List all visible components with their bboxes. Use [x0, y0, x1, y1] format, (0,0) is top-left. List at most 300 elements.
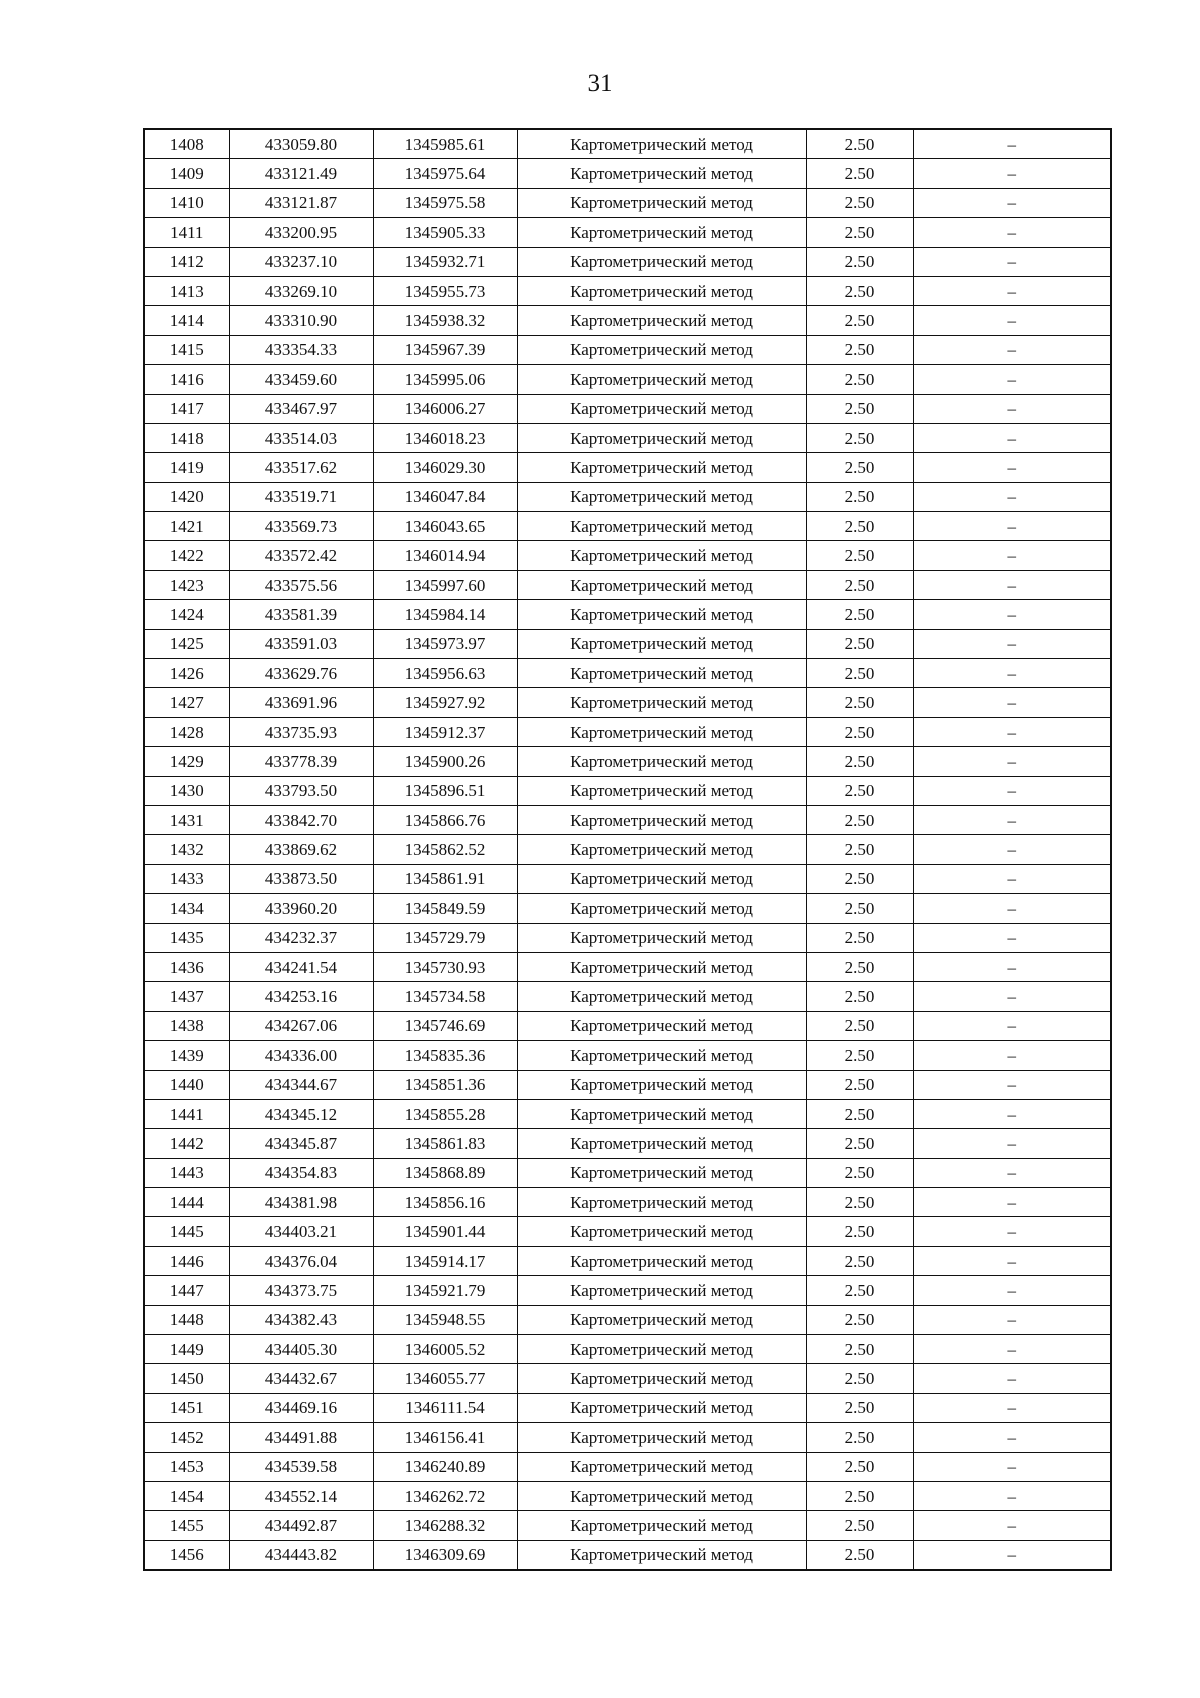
accuracy-cell: 2.50 — [806, 894, 913, 923]
table-row — [144, 1188, 1111, 1217]
note-cell: – — [913, 276, 1111, 305]
point-number-cell: 1443 — [144, 1158, 229, 1187]
method-cell: Картометрический метод — [517, 1393, 806, 1422]
method-cell: Картометрический метод — [517, 923, 806, 952]
table-row — [144, 600, 1111, 629]
point-number-cell: 1417 — [144, 394, 229, 423]
accuracy-cell: 2.50 — [806, 276, 913, 305]
method-cell: Картометрический метод — [517, 306, 806, 335]
y-coordinate-cell: 1345896.51 — [373, 776, 517, 805]
accuracy-cell: 2.50 — [806, 1188, 913, 1217]
point-number-cell: 1455 — [144, 1511, 229, 1540]
method-cell: Картометрический метод — [517, 512, 806, 541]
method-cell: Картометрический метод — [517, 1246, 806, 1275]
y-coordinate-cell: 1345985.61 — [373, 129, 517, 159]
accuracy-cell: 2.50 — [806, 688, 913, 717]
accuracy-cell: 2.50 — [806, 717, 913, 746]
y-coordinate-cell: 1345905.33 — [373, 218, 517, 247]
note-cell: – — [913, 159, 1111, 188]
accuracy-cell: 2.50 — [806, 1246, 913, 1275]
method-cell: Картометрический метод — [517, 335, 806, 364]
accuracy-cell: 2.50 — [806, 394, 913, 423]
table-row — [144, 1099, 1111, 1128]
x-coordinate-cell: 434552.14 — [229, 1481, 373, 1510]
y-coordinate-cell: 1346006.27 — [373, 394, 517, 423]
x-coordinate-cell: 433269.10 — [229, 276, 373, 305]
point-number-cell: 1410 — [144, 188, 229, 217]
accuracy-cell: 2.50 — [806, 747, 913, 776]
method-cell: Картометрический метод — [517, 894, 806, 923]
point-number-cell: 1426 — [144, 659, 229, 688]
method-cell: Картометрический метод — [517, 1129, 806, 1158]
point-number-cell: 1445 — [144, 1217, 229, 1246]
point-number-cell: 1431 — [144, 805, 229, 834]
x-coordinate-cell: 433519.71 — [229, 482, 373, 511]
note-cell: – — [913, 218, 1111, 247]
y-coordinate-cell: 1345956.63 — [373, 659, 517, 688]
y-coordinate-cell: 1345984.14 — [373, 600, 517, 629]
table-row — [144, 1364, 1111, 1393]
point-number-cell: 1422 — [144, 541, 229, 570]
accuracy-cell: 2.50 — [806, 1099, 913, 1128]
table-row — [144, 1041, 1111, 1070]
x-coordinate-cell: 434344.67 — [229, 1070, 373, 1099]
point-number-cell: 1408 — [144, 129, 229, 159]
accuracy-cell: 2.50 — [806, 1335, 913, 1364]
accuracy-cell: 2.50 — [806, 218, 913, 247]
y-coordinate-cell: 1345734.58 — [373, 982, 517, 1011]
point-number-cell: 1421 — [144, 512, 229, 541]
note-cell: – — [913, 629, 1111, 658]
table-row — [144, 541, 1111, 570]
point-number-cell: 1439 — [144, 1041, 229, 1070]
note-cell: – — [913, 1246, 1111, 1275]
note-cell: – — [913, 1217, 1111, 1246]
table-row — [144, 688, 1111, 717]
point-number-cell: 1456 — [144, 1540, 229, 1570]
y-coordinate-cell: 1346043.65 — [373, 512, 517, 541]
method-cell: Картометрический метод — [517, 688, 806, 717]
y-coordinate-cell: 1346111.54 — [373, 1393, 517, 1422]
accuracy-cell: 2.50 — [806, 1158, 913, 1187]
x-coordinate-cell: 433459.60 — [229, 365, 373, 394]
table-row — [144, 1335, 1111, 1364]
point-number-cell: 1442 — [144, 1129, 229, 1158]
table-row — [144, 1246, 1111, 1275]
method-cell: Картометрический метод — [517, 1511, 806, 1540]
point-number-cell: 1446 — [144, 1246, 229, 1275]
y-coordinate-cell: 1346240.89 — [373, 1452, 517, 1481]
note-cell: – — [913, 1188, 1111, 1217]
y-coordinate-cell: 1346014.94 — [373, 541, 517, 570]
note-cell: – — [913, 1158, 1111, 1187]
method-cell: Картометрический метод — [517, 276, 806, 305]
point-number-cell: 1430 — [144, 776, 229, 805]
x-coordinate-cell: 434345.87 — [229, 1129, 373, 1158]
x-coordinate-cell: 433572.42 — [229, 541, 373, 570]
y-coordinate-cell: 1345921.79 — [373, 1276, 517, 1305]
accuracy-cell: 2.50 — [806, 482, 913, 511]
accuracy-cell: 2.50 — [806, 776, 913, 805]
x-coordinate-cell: 434376.04 — [229, 1246, 373, 1275]
point-number-cell: 1454 — [144, 1481, 229, 1510]
note-cell: – — [913, 1452, 1111, 1481]
x-coordinate-cell: 434443.82 — [229, 1540, 373, 1570]
x-coordinate-cell: 433200.95 — [229, 218, 373, 247]
note-cell: – — [913, 1511, 1111, 1540]
method-cell: Картометрический метод — [517, 747, 806, 776]
accuracy-cell: 2.50 — [806, 659, 913, 688]
table-row — [144, 453, 1111, 482]
x-coordinate-cell: 434253.16 — [229, 982, 373, 1011]
y-coordinate-cell: 1346018.23 — [373, 423, 517, 452]
table-row — [144, 864, 1111, 893]
method-cell: Картометрический метод — [517, 952, 806, 981]
point-number-cell: 1415 — [144, 335, 229, 364]
y-coordinate-cell: 1345975.64 — [373, 159, 517, 188]
method-cell: Картометрический метод — [517, 129, 806, 159]
method-cell: Картометрический метод — [517, 1364, 806, 1393]
y-coordinate-cell: 1345955.73 — [373, 276, 517, 305]
method-cell: Картометрический метод — [517, 159, 806, 188]
x-coordinate-cell: 434469.16 — [229, 1393, 373, 1422]
method-cell: Картометрический метод — [517, 1335, 806, 1364]
table-row — [144, 1305, 1111, 1334]
method-cell: Картометрический метод — [517, 247, 806, 276]
note-cell: – — [913, 747, 1111, 776]
y-coordinate-cell: 1345851.36 — [373, 1070, 517, 1099]
accuracy-cell: 2.50 — [806, 805, 913, 834]
y-coordinate-cell: 1345862.52 — [373, 835, 517, 864]
point-number-cell: 1419 — [144, 453, 229, 482]
method-cell: Картометрический метод — [517, 864, 806, 893]
y-coordinate-cell: 1346309.69 — [373, 1540, 517, 1570]
x-coordinate-cell: 433514.03 — [229, 423, 373, 452]
point-number-cell: 1412 — [144, 247, 229, 276]
note-cell: – — [913, 394, 1111, 423]
method-cell: Картометрический метод — [517, 541, 806, 570]
accuracy-cell: 2.50 — [806, 923, 913, 952]
x-coordinate-cell: 433354.33 — [229, 335, 373, 364]
x-coordinate-cell: 434382.43 — [229, 1305, 373, 1334]
point-number-cell: 1413 — [144, 276, 229, 305]
y-coordinate-cell: 1346156.41 — [373, 1423, 517, 1452]
note-cell: – — [913, 952, 1111, 981]
y-coordinate-cell: 1345849.59 — [373, 894, 517, 923]
table-row — [144, 365, 1111, 394]
table-row — [144, 570, 1111, 599]
method-cell: Картометрический метод — [517, 453, 806, 482]
table-row — [144, 717, 1111, 746]
x-coordinate-cell: 433467.97 — [229, 394, 373, 423]
x-coordinate-cell: 433778.39 — [229, 747, 373, 776]
y-coordinate-cell: 1345973.97 — [373, 629, 517, 658]
point-number-cell: 1434 — [144, 894, 229, 923]
point-number-cell: 1440 — [144, 1070, 229, 1099]
table-row — [144, 805, 1111, 834]
point-number-cell: 1449 — [144, 1335, 229, 1364]
accuracy-cell: 2.50 — [806, 1423, 913, 1452]
coordinates-table — [143, 128, 1112, 1571]
point-number-cell: 1438 — [144, 1011, 229, 1040]
x-coordinate-cell: 433842.70 — [229, 805, 373, 834]
method-cell: Картометрический метод — [517, 1188, 806, 1217]
note-cell: – — [913, 659, 1111, 688]
y-coordinate-cell: 1346055.77 — [373, 1364, 517, 1393]
x-coordinate-cell: 433121.49 — [229, 159, 373, 188]
note-cell: – — [913, 1540, 1111, 1570]
note-cell: – — [913, 129, 1111, 159]
x-coordinate-cell: 434373.75 — [229, 1276, 373, 1305]
y-coordinate-cell: 1345861.91 — [373, 864, 517, 893]
note-cell: – — [913, 1481, 1111, 1510]
point-number-cell: 1448 — [144, 1305, 229, 1334]
table-row — [144, 1393, 1111, 1422]
y-coordinate-cell: 1345927.92 — [373, 688, 517, 717]
x-coordinate-cell: 433735.93 — [229, 717, 373, 746]
note-cell: – — [913, 805, 1111, 834]
accuracy-cell: 2.50 — [806, 247, 913, 276]
note-cell: – — [913, 776, 1111, 805]
y-coordinate-cell: 1345914.17 — [373, 1246, 517, 1275]
x-coordinate-cell: 434232.37 — [229, 923, 373, 952]
point-number-cell: 1427 — [144, 688, 229, 717]
note-cell: – — [913, 541, 1111, 570]
method-cell: Картометрический метод — [517, 1276, 806, 1305]
y-coordinate-cell: 1346005.52 — [373, 1335, 517, 1364]
y-coordinate-cell: 1345912.37 — [373, 717, 517, 746]
x-coordinate-cell: 433691.96 — [229, 688, 373, 717]
point-number-cell: 1429 — [144, 747, 229, 776]
accuracy-cell: 2.50 — [806, 1217, 913, 1246]
accuracy-cell: 2.50 — [806, 835, 913, 864]
note-cell: – — [913, 365, 1111, 394]
point-number-cell: 1451 — [144, 1393, 229, 1422]
note-cell: – — [913, 247, 1111, 276]
accuracy-cell: 2.50 — [806, 1041, 913, 1070]
accuracy-cell: 2.50 — [806, 982, 913, 1011]
point-number-cell: 1420 — [144, 482, 229, 511]
x-coordinate-cell: 434491.88 — [229, 1423, 373, 1452]
point-number-cell: 1418 — [144, 423, 229, 452]
note-cell: – — [913, 570, 1111, 599]
note-cell: – — [913, 600, 1111, 629]
note-cell: – — [913, 1393, 1111, 1422]
note-cell: – — [913, 335, 1111, 364]
table-row — [144, 982, 1111, 1011]
table-row — [144, 1423, 1111, 1452]
table-row — [144, 1070, 1111, 1099]
table-row — [144, 218, 1111, 247]
y-coordinate-cell: 1345975.58 — [373, 188, 517, 217]
table-row — [144, 894, 1111, 923]
y-coordinate-cell: 1345730.93 — [373, 952, 517, 981]
accuracy-cell: 2.50 — [806, 306, 913, 335]
note-cell: – — [913, 982, 1111, 1011]
y-coordinate-cell: 1345995.06 — [373, 365, 517, 394]
method-cell: Картометрический метод — [517, 365, 806, 394]
accuracy-cell: 2.50 — [806, 1276, 913, 1305]
note-cell: – — [913, 1011, 1111, 1040]
table-row — [144, 482, 1111, 511]
accuracy-cell: 2.50 — [806, 1070, 913, 1099]
x-coordinate-cell: 433960.20 — [229, 894, 373, 923]
note-cell: – — [913, 188, 1111, 217]
x-coordinate-cell: 434381.98 — [229, 1188, 373, 1217]
note-cell: – — [913, 453, 1111, 482]
table-row — [144, 1452, 1111, 1481]
point-number-cell: 1432 — [144, 835, 229, 864]
x-coordinate-cell: 434336.00 — [229, 1041, 373, 1070]
accuracy-cell: 2.50 — [806, 629, 913, 658]
method-cell: Картометрический метод — [517, 1158, 806, 1187]
x-coordinate-cell: 433873.50 — [229, 864, 373, 893]
note-cell: – — [913, 688, 1111, 717]
x-coordinate-cell: 433793.50 — [229, 776, 373, 805]
accuracy-cell: 2.50 — [806, 600, 913, 629]
note-cell: – — [913, 717, 1111, 746]
note-cell: – — [913, 1364, 1111, 1393]
table-row — [144, 394, 1111, 423]
point-number-cell: 1409 — [144, 159, 229, 188]
y-coordinate-cell: 1346262.72 — [373, 1481, 517, 1510]
point-number-cell: 1423 — [144, 570, 229, 599]
y-coordinate-cell: 1345835.36 — [373, 1041, 517, 1070]
method-cell: Картометрический метод — [517, 835, 806, 864]
accuracy-cell: 2.50 — [806, 952, 913, 981]
y-coordinate-cell: 1345868.89 — [373, 1158, 517, 1187]
method-cell: Картометрический метод — [517, 570, 806, 599]
coordinates-table-body — [144, 129, 1111, 1570]
accuracy-cell: 2.50 — [806, 1481, 913, 1510]
table-row — [144, 835, 1111, 864]
x-coordinate-cell: 433237.10 — [229, 247, 373, 276]
note-cell: – — [913, 1070, 1111, 1099]
note-cell: – — [913, 864, 1111, 893]
note-cell: – — [913, 306, 1111, 335]
method-cell: Картометрический метод — [517, 982, 806, 1011]
table-row — [144, 1481, 1111, 1510]
table-row — [144, 512, 1111, 541]
y-coordinate-cell: 1345855.28 — [373, 1099, 517, 1128]
table-row — [144, 659, 1111, 688]
table-row — [144, 159, 1111, 188]
x-coordinate-cell: 434539.58 — [229, 1452, 373, 1481]
x-coordinate-cell: 433869.62 — [229, 835, 373, 864]
table-row — [144, 1158, 1111, 1187]
point-number-cell: 1433 — [144, 864, 229, 893]
x-coordinate-cell: 433059.80 — [229, 129, 373, 159]
y-coordinate-cell: 1346047.84 — [373, 482, 517, 511]
accuracy-cell: 2.50 — [806, 1364, 913, 1393]
y-coordinate-cell: 1345729.79 — [373, 923, 517, 952]
point-number-cell: 1414 — [144, 306, 229, 335]
accuracy-cell: 2.50 — [806, 1511, 913, 1540]
method-cell: Картометрический метод — [517, 1011, 806, 1040]
note-cell: – — [913, 1129, 1111, 1158]
accuracy-cell: 2.50 — [806, 188, 913, 217]
method-cell: Картометрический метод — [517, 1481, 806, 1510]
accuracy-cell: 2.50 — [806, 365, 913, 394]
table-row — [144, 1217, 1111, 1246]
table-row — [144, 776, 1111, 805]
method-cell: Картометрический метод — [517, 482, 806, 511]
point-number-cell: 1435 — [144, 923, 229, 952]
y-coordinate-cell: 1345901.44 — [373, 1217, 517, 1246]
table-row — [144, 1540, 1111, 1570]
y-coordinate-cell: 1345948.55 — [373, 1305, 517, 1334]
table-row — [144, 276, 1111, 305]
x-coordinate-cell: 434241.54 — [229, 952, 373, 981]
table-row — [144, 1511, 1111, 1540]
point-number-cell: 1437 — [144, 982, 229, 1011]
point-number-cell: 1428 — [144, 717, 229, 746]
accuracy-cell: 2.50 — [806, 541, 913, 570]
table-row — [144, 129, 1111, 159]
method-cell: Картометрический метод — [517, 1070, 806, 1099]
x-coordinate-cell: 434492.87 — [229, 1511, 373, 1540]
note-cell: – — [913, 1335, 1111, 1364]
table-row — [144, 952, 1111, 981]
method-cell: Картометрический метод — [517, 1540, 806, 1570]
point-number-cell: 1436 — [144, 952, 229, 981]
method-cell: Картометрический метод — [517, 717, 806, 746]
table-row — [144, 247, 1111, 276]
x-coordinate-cell: 433517.62 — [229, 453, 373, 482]
table-row — [144, 923, 1111, 952]
x-coordinate-cell: 434405.30 — [229, 1335, 373, 1364]
accuracy-cell: 2.50 — [806, 1540, 913, 1570]
note-cell: – — [913, 482, 1111, 511]
note-cell: – — [913, 1099, 1111, 1128]
page-number: 31 — [587, 70, 613, 97]
y-coordinate-cell: 1345997.60 — [373, 570, 517, 599]
table-row — [144, 1276, 1111, 1305]
accuracy-cell: 2.50 — [806, 1452, 913, 1481]
method-cell: Картометрический метод — [517, 776, 806, 805]
accuracy-cell: 2.50 — [806, 1129, 913, 1158]
point-number-cell: 1425 — [144, 629, 229, 658]
table-row — [144, 188, 1111, 217]
x-coordinate-cell: 433591.03 — [229, 629, 373, 658]
x-coordinate-cell: 434354.83 — [229, 1158, 373, 1187]
y-coordinate-cell: 1345932.71 — [373, 247, 517, 276]
method-cell: Картометрический метод — [517, 600, 806, 629]
y-coordinate-cell: 1345861.83 — [373, 1129, 517, 1158]
y-coordinate-cell: 1346029.30 — [373, 453, 517, 482]
y-coordinate-cell: 1345866.76 — [373, 805, 517, 834]
method-cell: Картометрический метод — [517, 423, 806, 452]
table-row — [144, 423, 1111, 452]
point-number-cell: 1424 — [144, 600, 229, 629]
y-coordinate-cell: 1345856.16 — [373, 1188, 517, 1217]
method-cell: Картометрический метод — [517, 394, 806, 423]
x-coordinate-cell: 433575.56 — [229, 570, 373, 599]
point-number-cell: 1447 — [144, 1276, 229, 1305]
accuracy-cell: 2.50 — [806, 512, 913, 541]
point-number-cell: 1452 — [144, 1423, 229, 1452]
y-coordinate-cell: 1345746.69 — [373, 1011, 517, 1040]
method-cell: Картометрический метод — [517, 805, 806, 834]
note-cell: – — [913, 1305, 1111, 1334]
y-coordinate-cell: 1346288.32 — [373, 1511, 517, 1540]
accuracy-cell: 2.50 — [806, 453, 913, 482]
y-coordinate-cell: 1345967.39 — [373, 335, 517, 364]
x-coordinate-cell: 434345.12 — [229, 1099, 373, 1128]
method-cell: Картометрический метод — [517, 218, 806, 247]
method-cell: Картометрический метод — [517, 629, 806, 658]
accuracy-cell: 2.50 — [806, 335, 913, 364]
